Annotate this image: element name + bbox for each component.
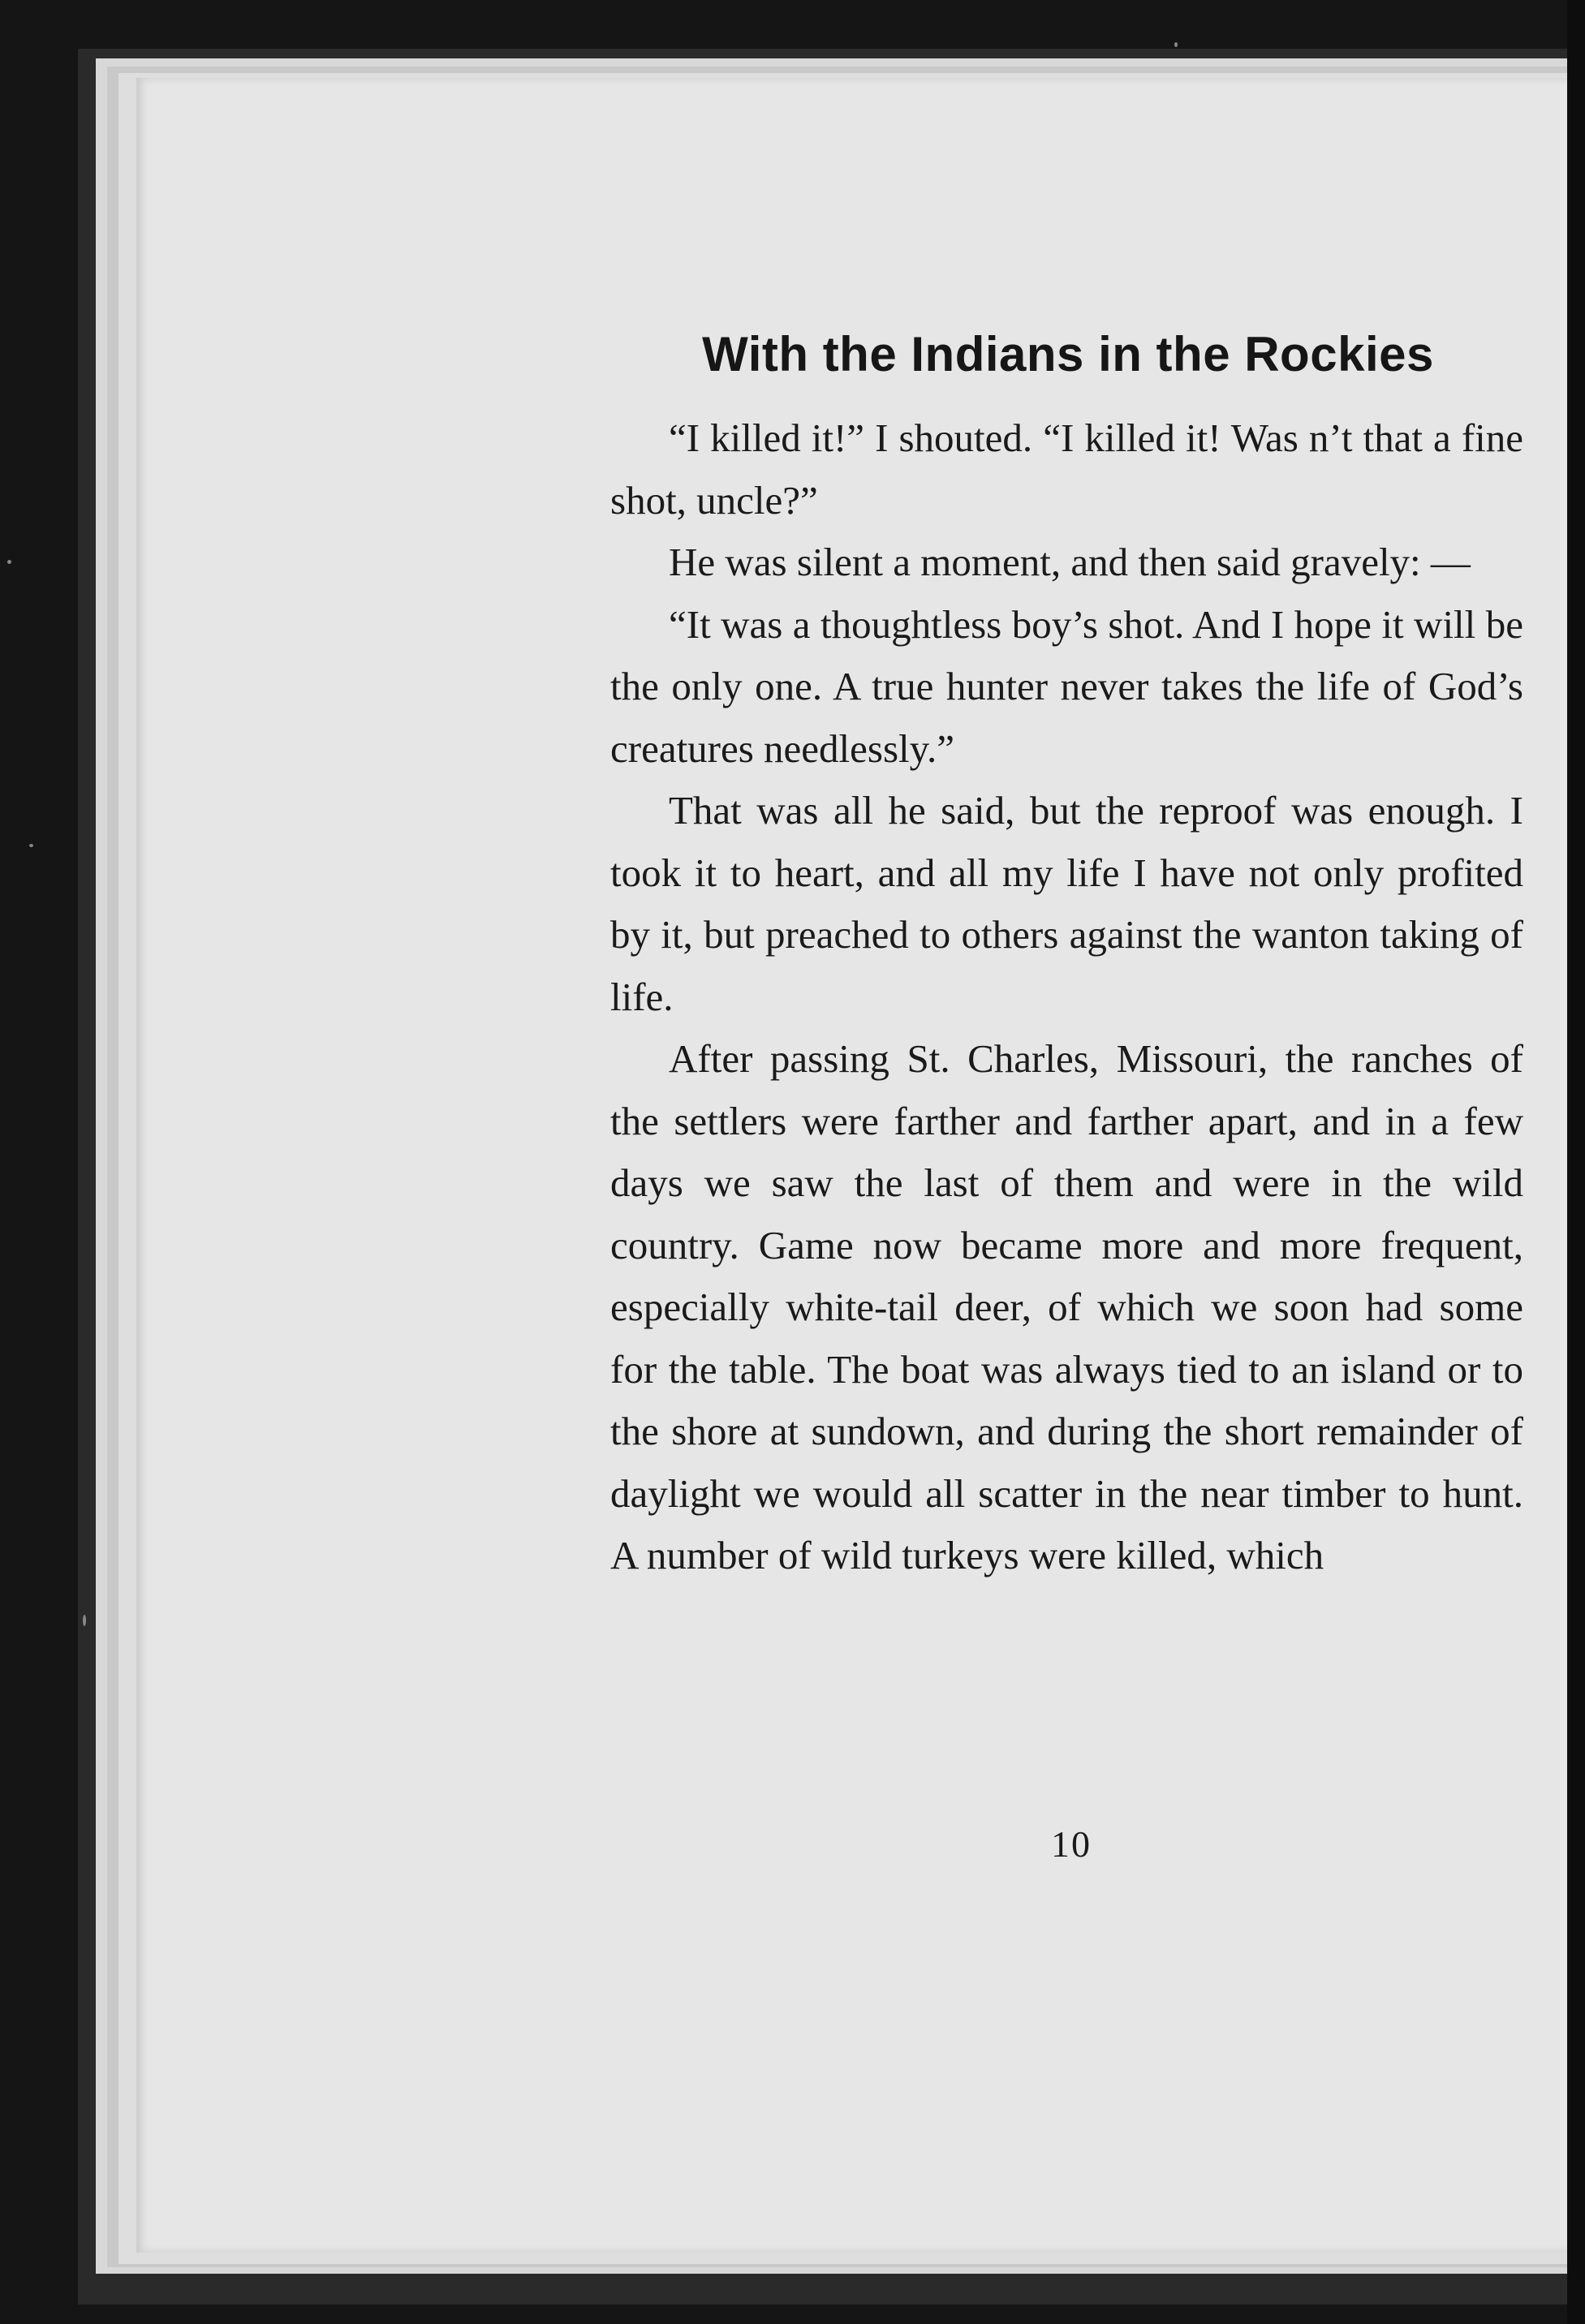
body-text [610,407,1523,1587]
scan-speck [1174,42,1178,47]
paragraph: “I killed it!” I shouted. “I killed it! Was n’t that a fine shot, uncle?” [610,415,1523,523]
paragraph: That was all he said, but the reproof was enough. I took it to heart, and all my life I have not only profited by it, but preached to others against the wanton taking of life. [610,788,1523,1019]
page-number: 10 [1051,1823,1092,1865]
running-head: With the Indians in the Rockies [702,327,1434,381]
paragraph: After passing St. Charles, Missouri, the ranches of the settlers were farther and farther apart, and in a few days we saw the last of them and were in the wild country. Game now became more and more frequent, especially white-tail deer, of which we soon had some for the table. The boat was always tied to an island or to the shore at sundown, and during the short remainder of daylight we would all scatter in the near timber to hunt. A number of wild turkeys were killed, which [610,1036,1523,1577]
scan-right-edge [1567,0,1585,2324]
paragraph: He was silent a moment, and then said gravely: — [669,540,1471,584]
scan-speck [83,1615,86,1626]
paragraph: “It was a thoughtless boy’s shot. And I hope it will be the only one. A true hunter never takes the life of God’s creatures needlessly.” [610,601,1523,771]
scan-speck [7,560,11,564]
scan-speck [29,844,33,847]
